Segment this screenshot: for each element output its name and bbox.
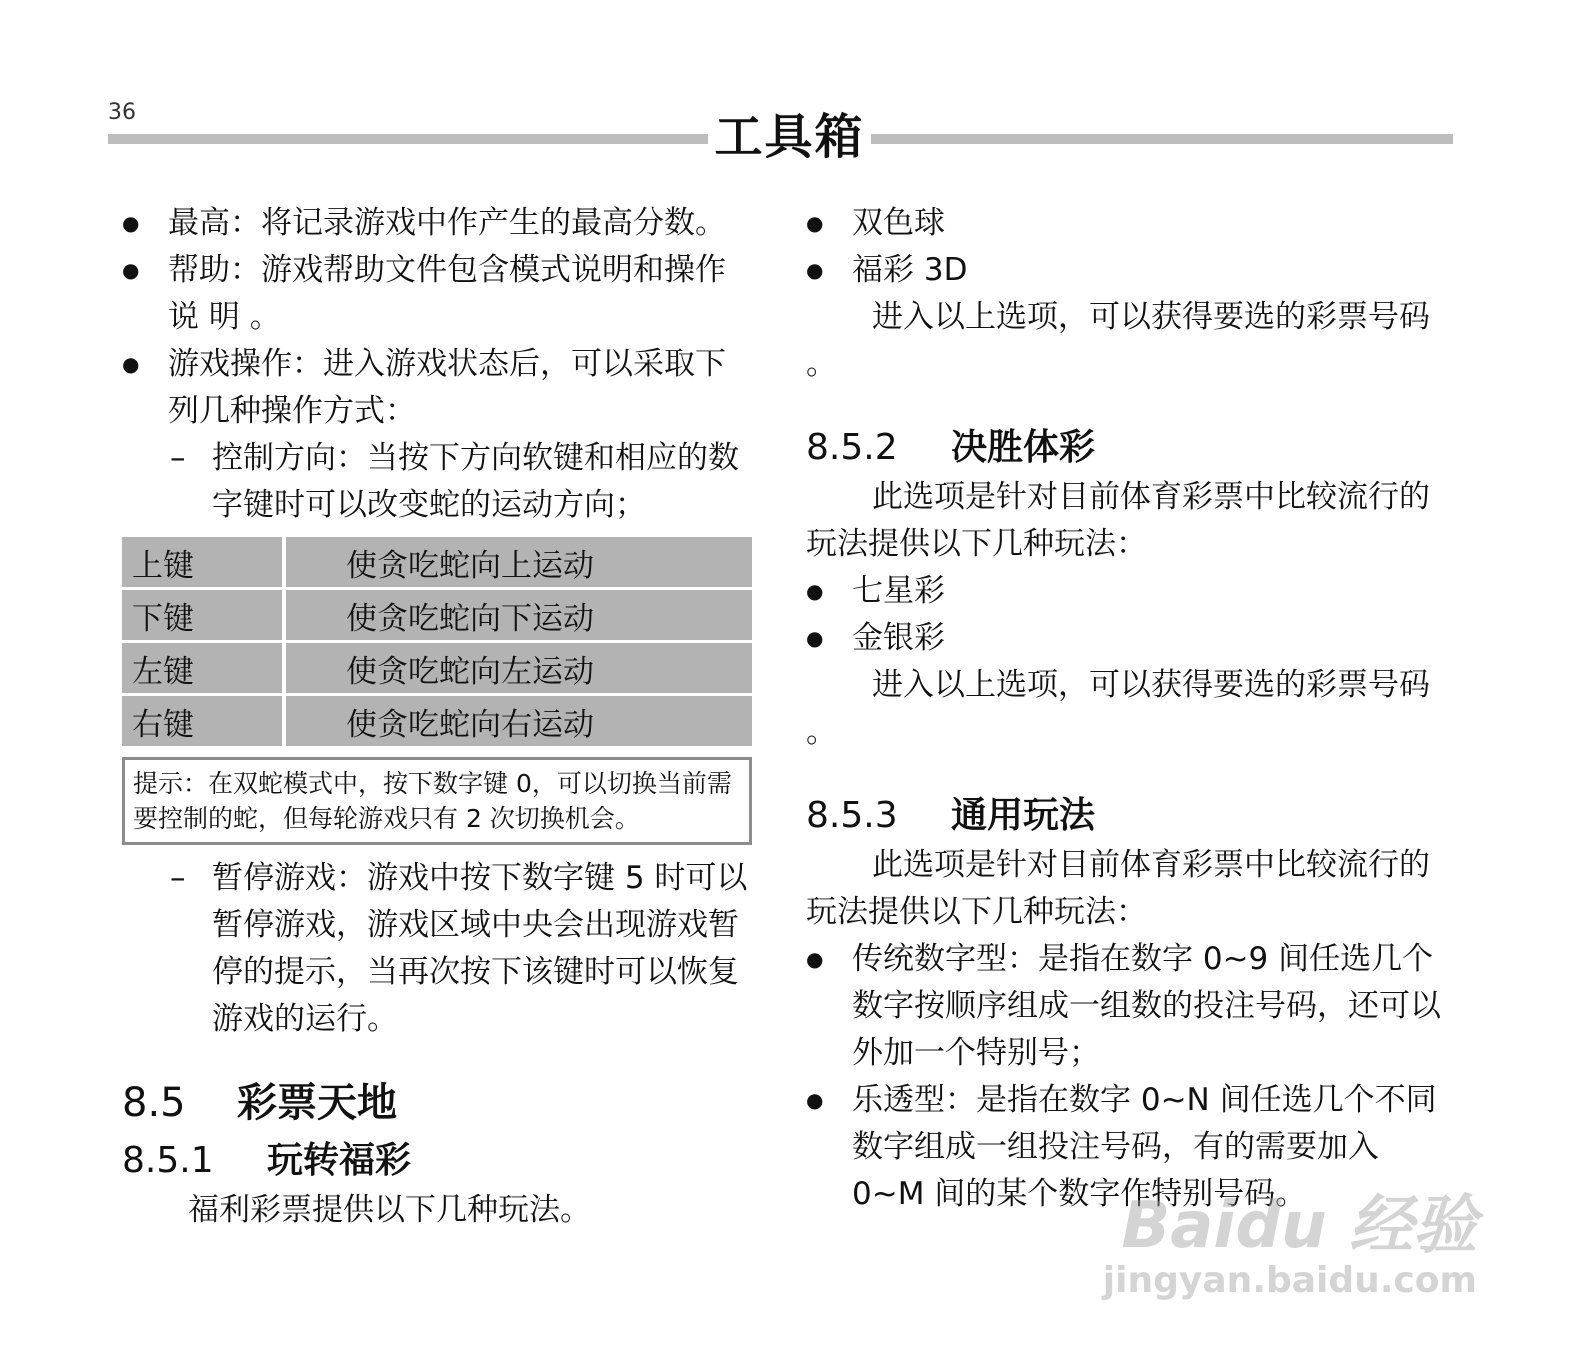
table-row bbox=[122, 696, 752, 749]
action-cell: 使贪吃蛇向上运动 bbox=[286, 537, 752, 590]
section-number: 8.5.2 bbox=[806, 427, 898, 468]
table-row bbox=[122, 590, 752, 643]
watermark-url: jingyan.baidu.com bbox=[1102, 1260, 1477, 1301]
table-row bbox=[122, 643, 752, 696]
table-row bbox=[122, 537, 752, 590]
key-table bbox=[122, 537, 752, 749]
key-cell: 右键 bbox=[122, 696, 286, 749]
section-title: 通用玩法 bbox=[951, 795, 1096, 836]
paragraph-852: 此选项是针对目前体育彩票中比较流行的玩法提供以下几种玩法： bbox=[806, 479, 1430, 562]
key-cell: 左键 bbox=[122, 643, 286, 696]
section-title: 彩票天地 bbox=[237, 1080, 397, 1126]
bullet-lotto: ● 乐透型：是指在数字 0~N 间任选几个不同数字组成一组投注号码，有的需要加入 0~M 间的某个数字作特别号码。 bbox=[806, 1077, 1446, 1218]
bullet-jinyincai: ● 金银彩 bbox=[806, 615, 1446, 662]
bullet-game-control: ● 游戏操作：进入游戏状态后，可以采取下列几种操作方式： bbox=[122, 341, 754, 435]
section-heading-8-5-2 bbox=[806, 422, 1446, 474]
bullet-fucai3d: ● 福彩 3D bbox=[806, 247, 1446, 294]
action-cell: 使贪吃蛇向下运动 bbox=[286, 590, 752, 643]
bullet-highscore: ● 最高：将记录游戏中作产生的最高分数。 bbox=[122, 200, 754, 247]
page-title bbox=[0, 98, 1587, 167]
dash-pause: – 暂停游戏：游戏中按下数字键 5 时可以暂停游戏，游戏区域中央会出现游戏暂停的提示，当再次按下该键时可以恢复游戏的运行。 bbox=[122, 855, 754, 1043]
bullet-traditional-digit: ● 传统数字型：是指在数字 0~9 间任选几个数字按顺序组成一组数的投注号码，还可以外加一个特别号； bbox=[806, 936, 1446, 1077]
watermark bbox=[1103, 1191, 1477, 1301]
section-heading-8-5-1 bbox=[122, 1135, 754, 1187]
section-title: 决胜体彩 bbox=[951, 427, 1096, 468]
paragraph-853: 此选项是针对目前体育彩票中比较流行的玩法提供以下几种玩法： bbox=[806, 847, 1430, 930]
key-cell: 下键 bbox=[122, 590, 286, 643]
paragraph-select-a: 进入以上选项，可以获得要选的彩票号码 。 bbox=[806, 299, 1430, 382]
tip-box: 提示：在双蛇模式中，按下数字键 0，可以切换当前需要控制的蛇，但每轮游戏只有 2 次切换机会。 bbox=[122, 757, 752, 845]
action-cell: 使贪吃蛇向右运动 bbox=[286, 696, 752, 749]
page-number: 36 bbox=[108, 100, 136, 125]
right-column bbox=[806, 200, 1446, 1218]
action-cell: 使贪吃蛇向左运动 bbox=[286, 643, 752, 696]
section-number: 8.5.3 bbox=[806, 795, 898, 836]
section-heading-8-5-3 bbox=[806, 790, 1446, 842]
section-heading-8-5 bbox=[122, 1075, 754, 1131]
key-cell: 上键 bbox=[122, 537, 286, 590]
left-column bbox=[122, 200, 754, 1234]
bullet-qixingcai: ● 七星彩 bbox=[806, 568, 1446, 615]
bullet-help: ● 帮助：游戏帮助文件包含模式说明和操作说 明 。 bbox=[122, 247, 754, 341]
section-title: 玩转福彩 bbox=[267, 1140, 412, 1181]
paragraph-851: 福利彩票提供以下几种玩法。 bbox=[188, 1192, 591, 1228]
bullet-shuangseqiu: ● 双色球 bbox=[806, 200, 1446, 247]
section-number: 8.5.1 bbox=[122, 1140, 214, 1181]
watermark-logo: Baidu 经验 bbox=[1121, 1189, 1477, 1263]
section-number: 8.5 bbox=[122, 1080, 186, 1126]
dash-direction: – 控制方向：当按下方向软键和相应的数字键时可以改变蛇的运动方向； bbox=[122, 435, 754, 529]
paragraph-select-b: 进入以上选项，可以获得要选的彩票号码 。 bbox=[806, 667, 1430, 750]
page-title-text: 工具箱 bbox=[708, 109, 870, 165]
